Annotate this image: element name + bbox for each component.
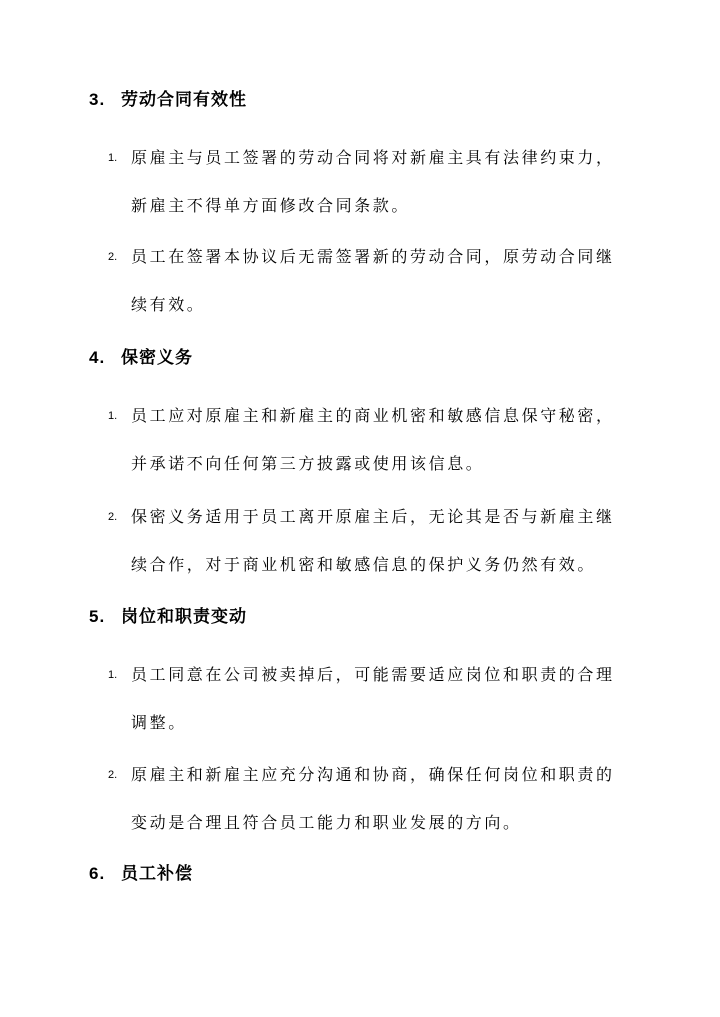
section-number: 3.	[89, 90, 106, 109]
section-title: 劳动合同有效性	[121, 90, 247, 110]
list-item-text: 员工在签署本协议后无需签署新的劳动合同，原劳动合同继续有效。	[131, 247, 615, 314]
list-item-text: 员工应对原雇主和新雇主的商业机密和敏感信息保守秘密，并承诺不向任何第三方披露或使用该信息。	[131, 406, 615, 473]
list-marker: 1.	[108, 152, 118, 164]
section-number: 4.	[89, 348, 106, 367]
list-item-text: 原雇主和新雇主应充分沟通和协商，确保任何岗位和职责的变动是合理且符合员工能力和职业发展的方向。	[131, 765, 615, 832]
section-heading-5	[89, 605, 247, 629]
list-marker: 2.	[108, 511, 118, 523]
section-title: 岗位和职责变动	[121, 607, 247, 627]
section-heading-3	[89, 88, 247, 112]
section-title: 员工补偿	[121, 864, 193, 884]
section-heading-6	[89, 862, 193, 886]
section-number: 6.	[89, 864, 106, 883]
list-marker: 2.	[108, 251, 118, 263]
list-item-text: 员工同意在公司被卖掉后，可能需要适应岗位和职责的合理调整。	[131, 665, 615, 732]
list-marker: 1.	[108, 410, 118, 422]
list-marker: 2.	[108, 769, 118, 781]
section-heading-4	[89, 346, 193, 370]
list-item-text: 保密义务适用于员工离开原雇主后，无论其是否与新雇主继续合作，对于商业机密和敏感信息的保护义务仍然有效。	[131, 507, 615, 574]
section-number: 5.	[89, 607, 106, 626]
section-title: 保密义务	[121, 348, 193, 368]
list-item-text: 原雇主与员工签署的劳动合同将对新雇主具有法律约束力，新雇主不得单方面修改合同条款。	[131, 148, 615, 215]
list-marker: 1.	[108, 669, 118, 681]
